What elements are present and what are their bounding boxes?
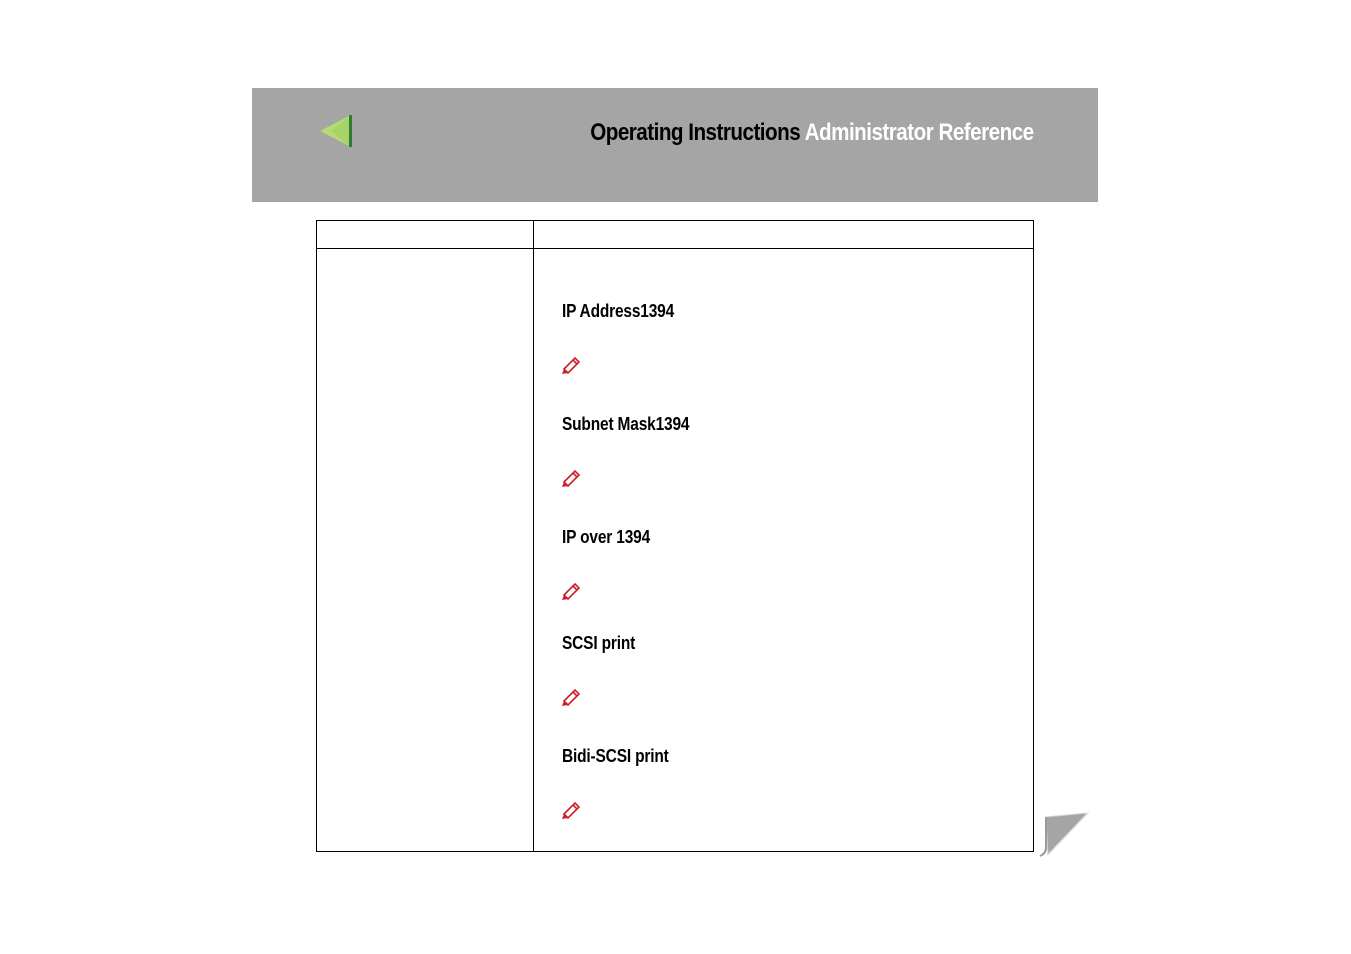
back-arrow-icon[interactable] — [319, 114, 353, 148]
entry-title-ip-over-1394: IP over 1394 — [562, 527, 651, 547]
entry-title-scsi-print: SCSI print — [562, 633, 636, 653]
pencil-note-icon — [561, 688, 581, 706]
title-primary: Operating Instructions — [590, 119, 801, 146]
document-title — [591, 119, 1034, 147]
entry-title-subnet-mask-1394: Subnet Mask1394 — [562, 414, 690, 434]
column-divider — [533, 221, 534, 851]
header-row-divider — [317, 248, 1033, 249]
pencil-note-icon — [561, 469, 581, 487]
settings-table — [316, 220, 1034, 852]
title-secondary: Administrator Reference — [804, 119, 1034, 146]
pencil-note-icon — [561, 356, 581, 374]
entry-title-ip-address-1394: IP Address1394 — [562, 301, 675, 321]
page-curl-next-icon[interactable] — [1038, 811, 1090, 857]
pencil-note-icon — [561, 582, 581, 600]
pencil-note-icon — [561, 801, 581, 819]
entry-title-bidi-scsi-print: Bidi-SCSI print — [562, 746, 669, 766]
